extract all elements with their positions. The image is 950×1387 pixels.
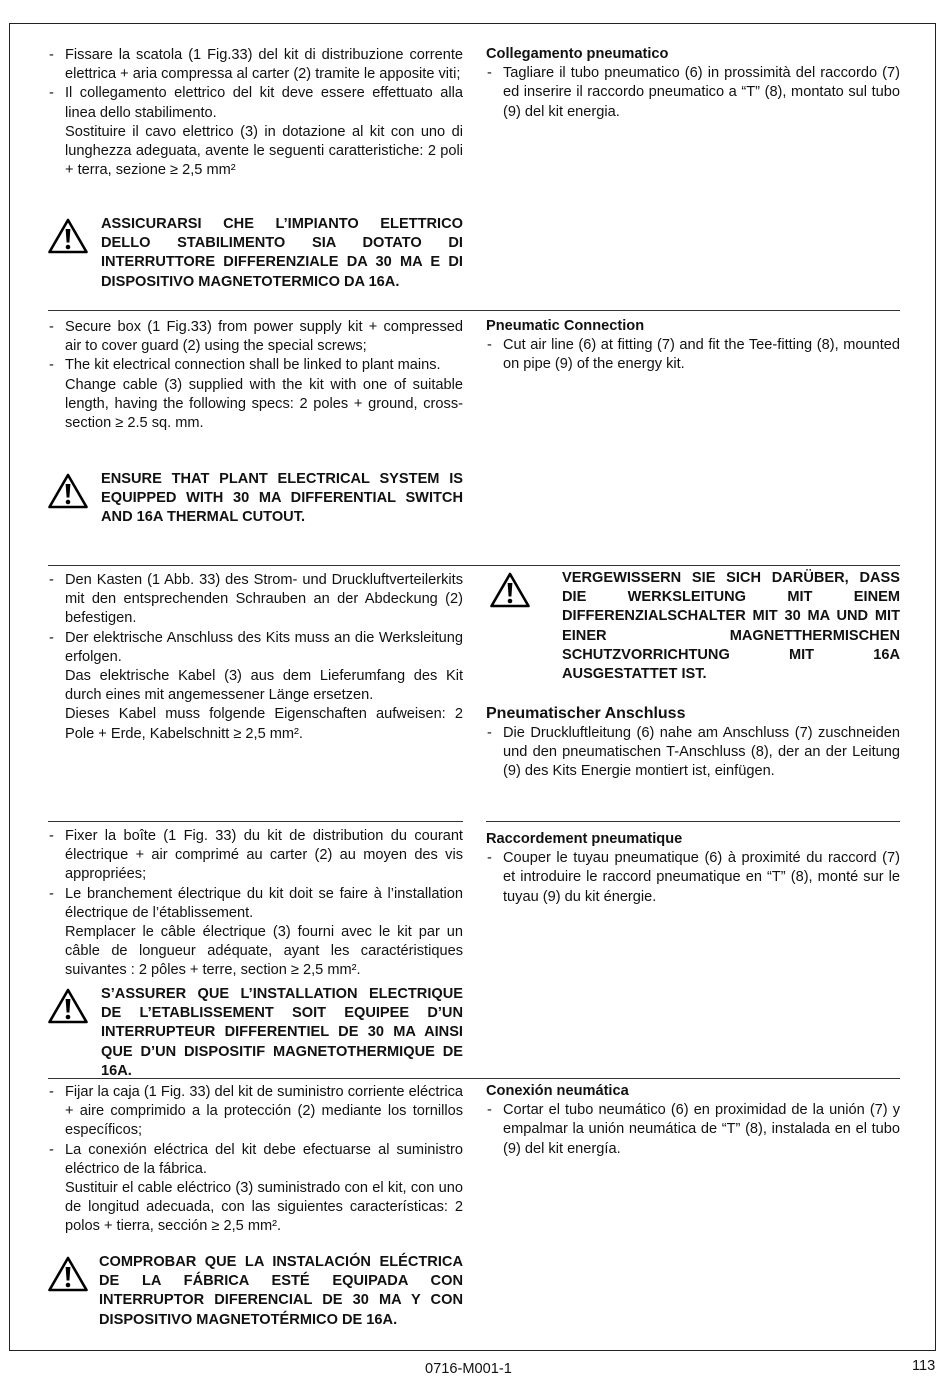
en-warning xyxy=(48,470,463,528)
es-warning-text: COMPROBAR QUE LA INSTALACIÓN ELÉCTRICA DE LA FÁBRICA ESTÉ EQUIPADA CON INTERRUPTOR DIFERENCIAL DE 30 MA Y CON DISPOSITIVO MAGNETOTÉRMICO DE 16A. xyxy=(99,1254,463,1328)
de-list-item: - Den Kasten (1 Abb. 33) des Strom- und Druckluftverteilerkits mit den entsprechenden Schrauben an der Abdeckung (2) befestigen. xyxy=(48,571,463,629)
warning-icon xyxy=(48,473,88,509)
es-list-item: - La conexión eléctrica del kit debe efectuarse al suministro eléctrico de la fábrica. xyxy=(48,1141,463,1179)
it-pneumatic xyxy=(486,45,900,122)
section-separator xyxy=(48,565,900,566)
fr-pneumatic-title: Raccordement pneumatique xyxy=(486,831,683,847)
es-instructions xyxy=(48,1083,463,1237)
it-pneumatic-item: - Tagliare il tubo pneumatico (6) in prossimità del raccordo (7) ed inserire il raccordo pneumatico a “T” (8), montato sul tubo (9) del kit energia. xyxy=(486,64,900,122)
it-pneumatic-title: Collegamento pneumatico xyxy=(486,46,669,62)
section-separator xyxy=(48,821,463,822)
page-number: 113 xyxy=(912,1358,936,1374)
es-cable-spec: Sustituir el cable eléctrico (3) suministrado con el kit, con uno de longitud adecuada, con las siguientes características: 2 polos + tierra, sección ≥ 2,5 mm². xyxy=(65,1180,463,1235)
en-list-item: - Secure box (1 Fig.33) from power supply kit + compressed air to cover guard (2) using the special screws; xyxy=(48,318,463,356)
en-list-item: - The kit electrical connection shall be linked to plant mains. xyxy=(48,356,463,375)
es-pneumatic-title: Conexión neumática xyxy=(486,1083,629,1099)
en-warning-text: ENSURE THAT PLANT ELECTRICAL SYSTEM IS EQUIPPED WITH 30 MA DIFFERENTIAL SWITCH AND 16A THERMAL CUTOUT. xyxy=(101,471,463,526)
en-pneumatic xyxy=(486,317,900,375)
section-separator xyxy=(48,310,900,311)
fr-list-item: - Le branchement électrique du kit doit se faire à l’installation électrique de l’établissement. xyxy=(48,885,463,923)
it-list-item: - Fissare la scatola (1 Fig.33) del kit di distribuzione corrente elettrica + aria compressa al carter (2) tramite le apposite viti; xyxy=(48,46,463,84)
fr-warning xyxy=(48,985,463,1081)
it-warning xyxy=(48,215,463,292)
de-pneumatic-title: Pneumatischer Anschluss xyxy=(486,705,686,722)
de-pneumatic xyxy=(486,704,900,782)
fr-instructions xyxy=(48,827,463,981)
en-cable-spec: Change cable (3) supplied with the kit with one of suitable length, having the following specs: 2 poles + ground, cross-section ≥ 2.5 sq. mm. xyxy=(65,376,463,432)
de-pneumatic-item: - Die Druckluftleitung (6) nahe am Anschluss (7) zuschneiden und den pneumatischen T-Anschluss (8), der an der Leitung (9) des Kits Energie montiert ist, einfügen. xyxy=(486,724,900,782)
de-warning xyxy=(490,569,900,684)
es-warning xyxy=(48,1253,463,1330)
it-instructions xyxy=(48,46,463,180)
de-instructions xyxy=(48,571,463,744)
it-cable-spec: Sostituire il cavo elettrico (3) in dotazione al kit con uno di lunghezza adeguata, avente le seguenti caratteristiche: 2 poli + terra, sezione ≥ 2,5 mm² xyxy=(65,123,463,179)
de-cable-replace: Das elektrische Kabel (3) aus dem Lieferumfang des Kit durch eines mit angemessener Länge ersetzen. xyxy=(65,668,463,704)
warning-icon xyxy=(490,572,530,608)
de-warning-text: VERGEWISSERN SIE SICH DARÜBER, DASS DIE WERKSLEITUNG MIT EINEM DIFFERENZIALSCHALTER MIT 30 MA UND MIT EINER MAGNETTHERMISCHEN SCHUTZVORRICHTUNG MIT 16A AUSGESTATTET IST. xyxy=(562,570,900,683)
fr-pneumatic xyxy=(486,830,900,907)
en-instructions xyxy=(48,318,463,433)
fr-list-item: - Fixer la boîte (1 Fig. 33) du kit de distribution du courant électrique + air comprimé au carter (2) au moyen des vis appropriées; xyxy=(48,827,463,885)
it-list-item: - Il collegamento elettrico del kit deve essere effettuato alla linea dello stabilimento. xyxy=(48,84,463,122)
es-list-item: - Fijar la caja (1 Fig. 33) del kit de suministro corriente eléctrica + aire comprimido a la protección (2) mediante los tornillos específicos; xyxy=(48,1083,463,1141)
fr-cable-spec: Remplacer le câble électrique (3) fourni avec le kit par un câble de longueur adéquate, ayant les caractéristiques suivantes : 2 pôles + terre, section ≥ 2,5 mm². xyxy=(65,924,463,979)
section-separator xyxy=(486,821,900,822)
es-pneumatic xyxy=(486,1082,900,1159)
en-pneumatic-item: - Cut air line (6) at fitting (7) and fit the Tee-fitting (8), mounted on pipe (9) of the energy kit. xyxy=(486,336,900,374)
de-cable-spec: Dieses Kabel muss folgende Eigenschaften aufweisen: 2 Pole + Erde, Kabelschnitt ≥ 2,5 mm². xyxy=(65,706,463,742)
en-pneumatic-title: Pneumatic Connection xyxy=(486,318,645,334)
warning-icon xyxy=(48,218,88,254)
warning-icon xyxy=(48,988,88,1024)
warning-icon xyxy=(48,1256,88,1292)
document-code: 0716-M001-1 xyxy=(425,1361,512,1377)
es-pneumatic-item: - Cortar el tubo neumático (6) en proximidad de la unión (7) y empalmar la unión neumática de “T” (8), instalada en el tubo (9) del kit energía. xyxy=(486,1101,900,1159)
fr-warning-text: S’ASSURER QUE L’INSTALLATION ELECTRIQUE DE L’ETABLISSEMENT SOIT EQUIPEE D’UN INTERRUPTEUR DIFFERENTIEL DE 30 MA AINSI QUE D’UN DISPOSITIF MAGNETOTHERMIQUE DE 16A. xyxy=(101,986,463,1079)
de-list-item: - Der elektrische Anschluss des Kits muss an die Werksleitung erfolgen. xyxy=(48,629,463,667)
it-warning-text: ASSICURARSI CHE L’IMPIANTO ELETTRICO DELLO STABILIMENTO SIA DOTATO DI INTERRUTTORE DIFFERENZIALE DA 30 MA E DI DISPOSITIVO MAGNETOTERMICO DA 16A. xyxy=(101,216,463,290)
fr-pneumatic-item: - Couper le tuyau pneumatique (6) à proximité du raccord (7) et introduire le raccord pneumatique en “T” (8), monté sur le tuyau (9) du kit énergie. xyxy=(486,849,900,907)
